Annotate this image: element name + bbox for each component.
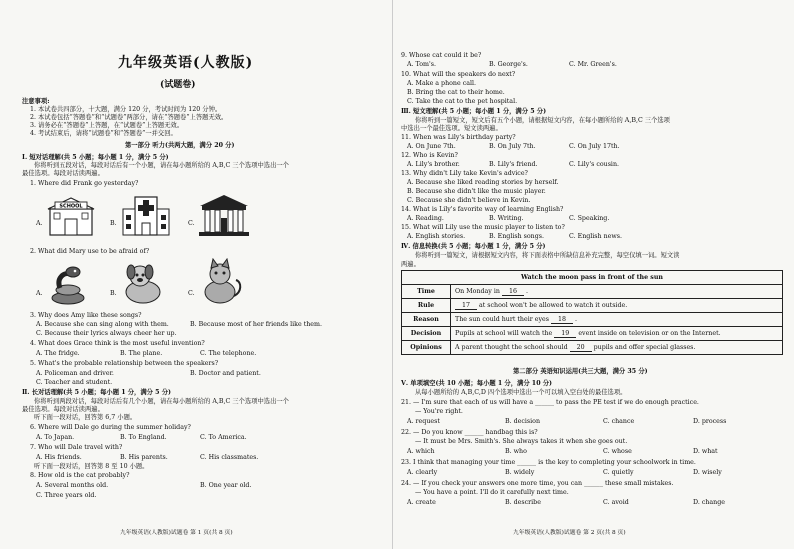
- q21-text: 21. — I'm sure that each of us will have a ______ to pass the PE test if we do enough practice.: [401, 399, 699, 406]
- q22-option-b: B. who: [505, 448, 527, 455]
- sec1-instruction-2: 最佳选项。每段对话读两遍。: [22, 170, 104, 177]
- q8-option-a: A. Several months old.: [36, 482, 109, 489]
- q14-option-a: A. Reading.: [407, 215, 444, 222]
- q5-text: 5. What's the probable relationship between the speakers?: [30, 360, 219, 367]
- sec4-instruction-2: 两遍。: [401, 261, 420, 268]
- sec2-instruction-4: 听下面一段对话，回答第 8 至 10 小题。: [34, 463, 149, 470]
- q13-option-b: B. Because she didn't like the music player.: [407, 188, 546, 195]
- q8-text: 8. How old is the cat probably?: [30, 472, 130, 479]
- q15-option-b: B. English songs.: [489, 233, 544, 240]
- notes-heading: 注意事项:: [22, 98, 50, 105]
- q24-option-a: A. create: [407, 499, 436, 506]
- note-2: 2. 本试卷包括“答题卷”和“试题卷”两部分，请在“答题卷”上答题无效。: [30, 114, 228, 121]
- q10-text: 10. What will the speakers do next?: [401, 71, 516, 78]
- q11-option-b: B. On July 7th.: [489, 143, 536, 150]
- q24-text: 24. — If you check your answers one more time, you can ______ these small mistakes.: [401, 480, 674, 487]
- q1-option-b-label: B.: [110, 220, 117, 227]
- table-row: [402, 313, 783, 327]
- q22-text: 22. — Do you know ______ handbag this is?: [401, 429, 538, 436]
- table-row: [402, 285, 783, 299]
- row-text-post: at school won't be allowed to watch it outside.: [479, 301, 628, 309]
- q7-option-b: B. His parents.: [120, 454, 168, 461]
- dog-icon: [120, 260, 166, 306]
- q3-option-a: A. Because she can sing along with them.: [36, 321, 169, 328]
- q6-text: 6. Where will Dale go during the summer holiday?: [30, 424, 191, 431]
- q10-option-c: C. Take the cat to the pet hospital.: [407, 98, 518, 105]
- table-row-label: Reason: [402, 313, 451, 327]
- q15-option-c: C. English news.: [569, 233, 623, 240]
- q23-option-b: B. widely: [505, 469, 535, 476]
- answer-blank-18[interactable]: 18: [551, 316, 573, 324]
- row-text-post: .: [525, 287, 528, 295]
- q22-option-c: C. whose: [603, 448, 632, 455]
- table-row-content: [451, 327, 783, 341]
- q9-text: 9. Whose cat could it be?: [401, 52, 482, 59]
- sec4-instruction-1: 你将听到一篇短文，请根据短文内容，将下面表格中所缺信息补充完整，每空仅填一词。短文读: [415, 252, 680, 259]
- q12-text: 12. Who is Kevin?: [401, 152, 458, 159]
- q15-option-a: A. English stories.: [407, 233, 466, 240]
- q6-option-a: A. To Japan.: [36, 434, 75, 441]
- sec2-instruction-2: 最佳选项。每段对话读两遍。: [22, 406, 104, 413]
- table-row: [402, 299, 783, 313]
- answer-blank-16[interactable]: 16: [502, 288, 524, 296]
- note-4: 4. 考试结束后，请将“试题卷”和“答题卷”一并交回。: [30, 130, 177, 137]
- row-text-pre: The sun could hurt their eyes: [455, 315, 549, 323]
- q21-reply: — You're right.: [415, 408, 463, 415]
- q13-text: 13. Why didn't Lily take Kevin's advice?: [401, 170, 528, 177]
- answer-blank-17[interactable]: 17: [455, 302, 477, 310]
- q11-option-c: C. On July 17th.: [569, 143, 620, 150]
- sec2-instruction-3: 听下面一段对话，回答第 6,7 小题。: [34, 414, 137, 421]
- table-row: [402, 327, 783, 341]
- q5-option-a: A. Policeman and driver.: [36, 370, 114, 377]
- q22-option-a: A. which: [407, 448, 435, 455]
- exam-subtitle: (试题卷): [160, 80, 196, 90]
- q11-option-a: A. On June 7th.: [407, 143, 456, 150]
- table-row-content: [451, 299, 783, 313]
- q22-option-d: D. what: [693, 448, 718, 455]
- museum-building-icon: [196, 192, 252, 238]
- q21-option-c: C. chance: [603, 418, 635, 425]
- school-sign-text: SCHOOL: [59, 203, 83, 210]
- q7-option-a: A. His friends.: [36, 454, 82, 461]
- q14-option-b: B. Writing.: [489, 215, 524, 222]
- q10-option-a: A. Make a phone call.: [407, 80, 477, 87]
- left-page: [0, 0, 392, 549]
- q21-option-b: B. decision: [505, 418, 541, 425]
- table-row-label: Rule: [402, 299, 451, 313]
- q9-option-a: A. Tom's.: [407, 61, 436, 68]
- table-row: [402, 341, 783, 355]
- table-row-content: [451, 313, 783, 327]
- exam-title: 九年级英语(人教版): [118, 55, 254, 71]
- q4-text: 4. What does Grace think is the most useful invention?: [30, 340, 205, 347]
- table-row-label: Opinions: [402, 341, 451, 355]
- sec5-instruction: 从每小题所给的 A,B,C,D 四个选项中选出一个可以填入空白处的最佳选项。: [415, 389, 627, 396]
- q4-option-b: B. The plane.: [120, 350, 163, 357]
- row-text-post: .: [575, 315, 578, 323]
- q8-option-c: C. Three years old.: [36, 492, 97, 499]
- table-row-label: Time: [402, 285, 451, 299]
- q11-text: 11. When was Lily's birthday party?: [401, 134, 516, 141]
- answer-blank-20[interactable]: 20: [570, 344, 592, 352]
- row-text-pre: Pupils at school will watch the: [455, 329, 553, 337]
- q13-option-c: C. Because she didn't believe in Kevin.: [407, 197, 531, 204]
- q1-text: 1. Where did Frank go yesterday?: [30, 180, 139, 187]
- right-page: [392, 0, 794, 549]
- q3-option-b: B. Because most of her friends like them.: [190, 321, 322, 328]
- table-title: Watch the moon pass in front of the sun: [402, 271, 783, 285]
- sec4-heading: Ⅳ. 信息转换(共 5 小题；每小题 1 分，满分 5 分): [401, 243, 546, 250]
- q14-text: 14. What is Lily's favorite way of learning English?: [401, 206, 564, 213]
- q2-option-a-label: A.: [36, 290, 43, 297]
- q8-option-b: B. One year old.: [200, 482, 252, 489]
- q23-option-a: A. clearly: [407, 469, 438, 476]
- row-text-post: pupils and offer special glasses.: [593, 343, 696, 351]
- q24-option-d: D. change: [693, 499, 725, 506]
- q2-option-b-label: B.: [110, 290, 117, 297]
- table-row-content: [451, 341, 783, 355]
- row-text-pre: A parent thought the school should: [455, 343, 568, 351]
- cat-icon: [198, 258, 244, 306]
- q10-option-b: B. Bring the cat to their home.: [407, 89, 505, 96]
- q22-reply: — It must be Mrs. Smith's. She always takes it when she goes out.: [415, 438, 628, 445]
- q2-text: 2. What did Mary use to be afraid of?: [30, 248, 150, 255]
- q23-option-d: D. wisely: [693, 469, 722, 476]
- q6-option-c: C. To America.: [200, 434, 247, 441]
- q7-text: 7. Who will Dale travel with?: [30, 444, 123, 451]
- answer-blank-19[interactable]: 19: [554, 330, 576, 338]
- note-1: 1. 本试卷共四部分，十大题，满分 120 分，考试时间为 120 分钟。: [30, 106, 222, 113]
- school-building-icon: [46, 195, 96, 237]
- sec2-heading: Ⅱ. 长对话理解(共 5 小题；每小题 1 分，满分 5 分): [22, 389, 171, 396]
- q4-option-a: A. The fridge.: [36, 350, 80, 357]
- q1-option-c-label: C.: [188, 220, 195, 227]
- q23-text: 23. I think that managing your time ______ is the key to completing your schoolwork in time.: [401, 459, 696, 466]
- q2-option-c-label: C.: [188, 290, 195, 297]
- q24-option-c: C. avoid: [603, 499, 629, 506]
- q6-option-b: B. To England.: [120, 434, 167, 441]
- q24-reply: — You have a point. I'll do it carefully next time.: [415, 489, 569, 496]
- table-row-content: [451, 285, 783, 299]
- q13-option-a: A. Because she liked reading stories by herself.: [407, 179, 559, 186]
- q5-option-b: B. Doctor and patient.: [190, 370, 261, 377]
- q15-text: 15. What will Lily use the music player to listen to?: [401, 224, 565, 231]
- sec2-instruction-1: 你将听到两段对话，每段对话后有几个小题，请在每小题所给的 A,B,C 三个选项中选出一个: [34, 398, 289, 405]
- part2-heading: 第二部分 英语知识运用(共三大题，满分 35 分): [513, 368, 648, 375]
- table-row-label: Decision: [402, 327, 451, 341]
- hospital-building-icon: [120, 193, 172, 237]
- info-table: [401, 270, 783, 355]
- q5-option-c: C. Teacher and student.: [36, 379, 113, 386]
- sec3-instruction-1: 你将听到一篇短文，短文后有五个小题，请根据短文内容，在每小题所给的 A,B,C 三个选项: [415, 117, 670, 124]
- left-footer: 九年级英语(人教版)试题卷 第 1 页(共 8 页): [120, 530, 233, 536]
- q9-option-c: C. Mr. Green's.: [569, 61, 617, 68]
- q12-option-b: B. Lily's friend.: [489, 161, 538, 168]
- q24-option-b: B. describe: [505, 499, 541, 506]
- row-text-pre: On Monday in: [455, 287, 500, 295]
- sec3-instruction-2: 中选出一个最佳选项。短文读两遍。: [401, 125, 502, 132]
- sec1-instruction-1: 你将听到五段对话，每段对话后有一个小题，请在每小题所给的 A,B,C 三个选项中选出一个: [34, 162, 289, 169]
- q14-option-c: C. Speaking.: [569, 215, 610, 222]
- right-footer: 九年级英语(人教版)试题卷 第 2 页(共 8 页): [513, 530, 626, 536]
- snake-icon: [48, 262, 88, 306]
- q21-option-a: A. request: [407, 418, 440, 425]
- q3-option-c: C. Because their lyrics always cheer her up.: [36, 330, 177, 337]
- sec5-heading: Ⅴ. 单项填空(共 10 小题；每小题 1 分，满分 10 分): [401, 380, 553, 387]
- part1-heading: 第一部分 听力(共两大题，满分 20 分): [125, 142, 235, 149]
- q3-text: 3. Why does Amy like these songs?: [30, 312, 142, 319]
- q21-option-d: D. process: [693, 418, 727, 425]
- sec1-heading: Ⅰ. 短对话理解(共 5 小题；每小题 1 分，满分 5 分): [22, 154, 169, 161]
- note-3: 3. 请务必在“答题卷”上答题，在“试题卷”上答题无效。: [30, 122, 184, 129]
- q9-option-b: B. George's.: [489, 61, 528, 68]
- row-text-post: event inside on television or on the Internet.: [578, 329, 721, 337]
- q23-option-c: C. quietly: [603, 469, 634, 476]
- q12-option-a: A. Lily's brother.: [407, 161, 460, 168]
- q12-option-c: C. Lily's cousin.: [569, 161, 620, 168]
- sec3-heading: Ⅲ. 短文理解(共 5 小题；每小题 1 分，满分 5 分): [401, 108, 547, 115]
- q4-option-c: C. The telephone.: [200, 350, 257, 357]
- q1-option-a-label: A.: [36, 220, 43, 227]
- q7-option-c: C. His classmates.: [200, 454, 259, 461]
